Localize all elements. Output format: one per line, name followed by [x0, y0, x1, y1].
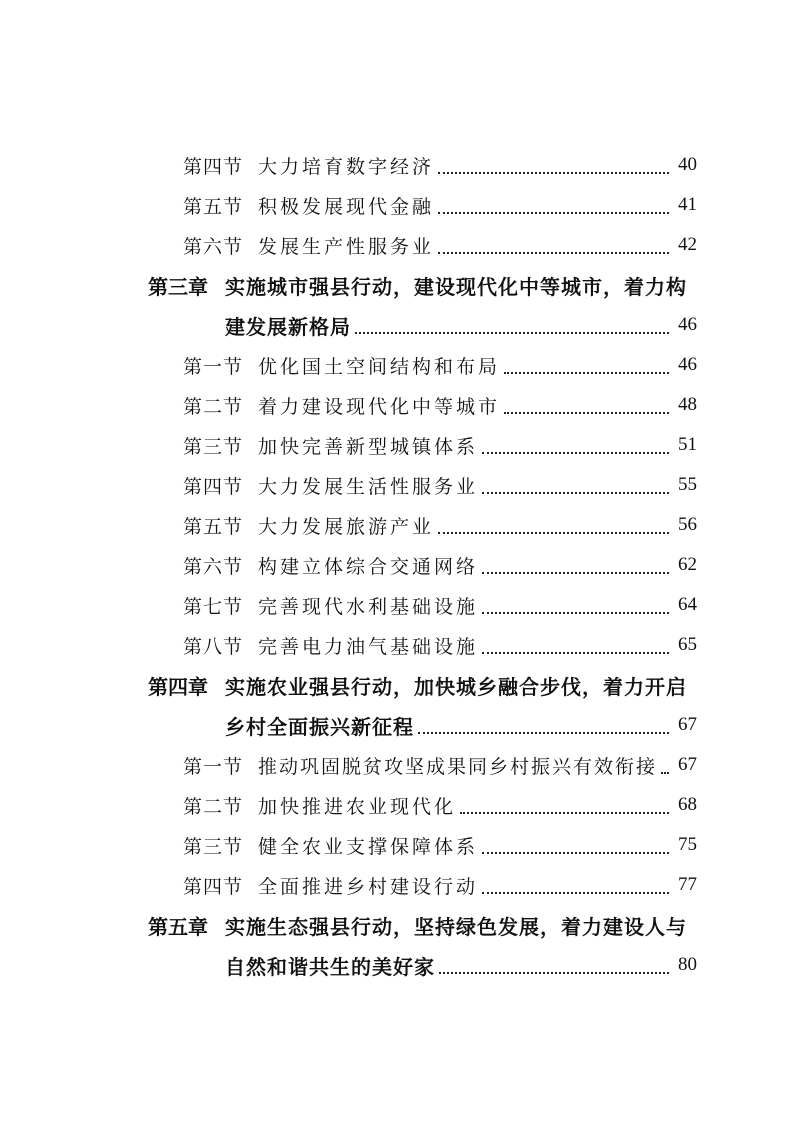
section-label: 第二节 — [183, 395, 244, 418]
dot-leader — [504, 370, 669, 374]
chapter-label: 第五章 — [148, 914, 208, 939]
toc-section-row[interactable] — [0, 428, 793, 462]
section-title: 大力发展生活性服务业 — [258, 475, 479, 498]
dot-leader — [482, 850, 669, 854]
section-label: 第四节 — [183, 475, 244, 498]
section-label: 第四节 — [183, 155, 244, 178]
toc-section-row[interactable] — [0, 628, 793, 662]
toc-section-row[interactable] — [0, 388, 793, 422]
chapter-title: 实施农业强县行动，加快城乡融合步伐，着力开启 — [225, 674, 687, 699]
toc-chapter-continuation[interactable] — [0, 308, 793, 342]
section-label: 第三节 — [183, 835, 244, 858]
toc-section-row[interactable] — [0, 868, 793, 902]
section-title: 加快推进农业现代化 — [258, 795, 457, 818]
dot-leader — [482, 610, 669, 614]
page-number: 40 — [678, 154, 697, 175]
section-label: 第五节 — [183, 195, 244, 218]
chapter-title: 实施城市强县行动，建设现代化中等城市，着力构 — [225, 274, 687, 299]
toc-section-row[interactable] — [0, 188, 793, 222]
dot-leader — [438, 170, 669, 174]
dot-leader — [661, 770, 669, 774]
section-label: 第五节 — [183, 515, 244, 538]
section-label: 第一节 — [183, 755, 244, 778]
dot-leader — [355, 330, 669, 334]
toc-chapter-continuation[interactable] — [0, 948, 793, 982]
page-number: 62 — [678, 554, 697, 575]
page-number: 64 — [678, 594, 697, 615]
page-number: 55 — [678, 474, 697, 495]
dot-leader — [438, 250, 669, 254]
page-number: 80 — [678, 954, 697, 975]
section-title: 加快完善新型城镇体系 — [258, 435, 479, 458]
page-number: 48 — [678, 394, 697, 415]
section-title: 大力培育数字经济 — [258, 155, 435, 178]
section-title: 优化国土空间结构和布局 — [258, 355, 501, 378]
page-number: 46 — [678, 314, 697, 335]
section-label: 第二节 — [183, 795, 244, 818]
toc-chapter-row[interactable] — [0, 668, 793, 702]
toc-chapter-continuation[interactable] — [0, 708, 793, 742]
page-number: 65 — [678, 634, 697, 655]
toc-section-row[interactable] — [0, 148, 793, 182]
chapter-label: 第四章 — [148, 674, 208, 699]
section-title: 积极发展现代金融 — [258, 195, 435, 218]
toc-section-row[interactable] — [0, 748, 793, 782]
page-number: 56 — [678, 514, 697, 535]
page-number: 51 — [678, 434, 697, 455]
page-number: 46 — [678, 354, 697, 375]
page-number: 77 — [678, 874, 697, 895]
page-number: 67 — [678, 714, 697, 735]
dot-leader — [438, 530, 669, 534]
section-label: 第三节 — [183, 435, 244, 458]
dot-leader — [482, 890, 669, 894]
dot-leader — [460, 810, 669, 814]
page-number: 42 — [678, 234, 697, 255]
page-number: 41 — [678, 194, 697, 215]
toc-section-row[interactable] — [0, 828, 793, 862]
toc-section-row[interactable] — [0, 468, 793, 502]
page-number: 75 — [678, 834, 697, 855]
section-title: 全面推进乡村建设行动 — [258, 875, 479, 898]
toc-section-row[interactable] — [0, 348, 793, 382]
section-title: 大力发展旅游产业 — [258, 515, 435, 538]
dot-leader — [418, 730, 669, 734]
dot-leader — [504, 410, 669, 414]
dot-leader — [482, 450, 669, 454]
dot-leader — [482, 650, 669, 654]
dot-leader — [438, 210, 669, 214]
section-title: 推动巩固脱贫攻坚成果同乡村振兴有效衔接 — [258, 755, 658, 778]
toc-section-row[interactable] — [0, 508, 793, 542]
chapter-title-continuation: 建发展新格局 — [225, 314, 351, 339]
toc-section-row[interactable] — [0, 588, 793, 622]
page-number: 67 — [678, 754, 697, 775]
section-title: 完善电力油气基础设施 — [258, 635, 479, 658]
section-title: 发展生产性服务业 — [258, 235, 435, 258]
section-title: 健全农业支撑保障体系 — [258, 835, 479, 858]
section-label: 第四节 — [183, 875, 244, 898]
chapter-title-continuation: 乡村全面振兴新征程 — [225, 714, 414, 739]
dot-leader — [482, 570, 669, 574]
section-label: 第六节 — [183, 235, 244, 258]
toc-section-row[interactable] — [0, 788, 793, 822]
section-label: 第一节 — [183, 355, 244, 378]
toc-section-row[interactable] — [0, 228, 793, 262]
section-title: 着力建设现代化中等城市 — [258, 395, 501, 418]
chapter-title-continuation: 自然和谐共生的美好家 — [225, 954, 435, 979]
toc-section-row[interactable] — [0, 548, 793, 582]
toc-chapter-row[interactable] — [0, 908, 793, 942]
toc-chapter-row[interactable] — [0, 268, 793, 302]
page-number: 68 — [678, 794, 697, 815]
section-title: 构建立体综合交通网络 — [258, 555, 479, 578]
dot-leader — [439, 970, 669, 974]
section-label: 第七节 — [183, 595, 244, 618]
dot-leader — [482, 490, 669, 494]
chapter-title: 实施生态强县行动，坚持绿色发展，着力建设人与 — [225, 914, 687, 939]
section-label: 第八节 — [183, 635, 244, 658]
chapter-label: 第三章 — [148, 274, 208, 299]
section-label: 第六节 — [183, 555, 244, 578]
section-title: 完善现代水利基础设施 — [258, 595, 479, 618]
